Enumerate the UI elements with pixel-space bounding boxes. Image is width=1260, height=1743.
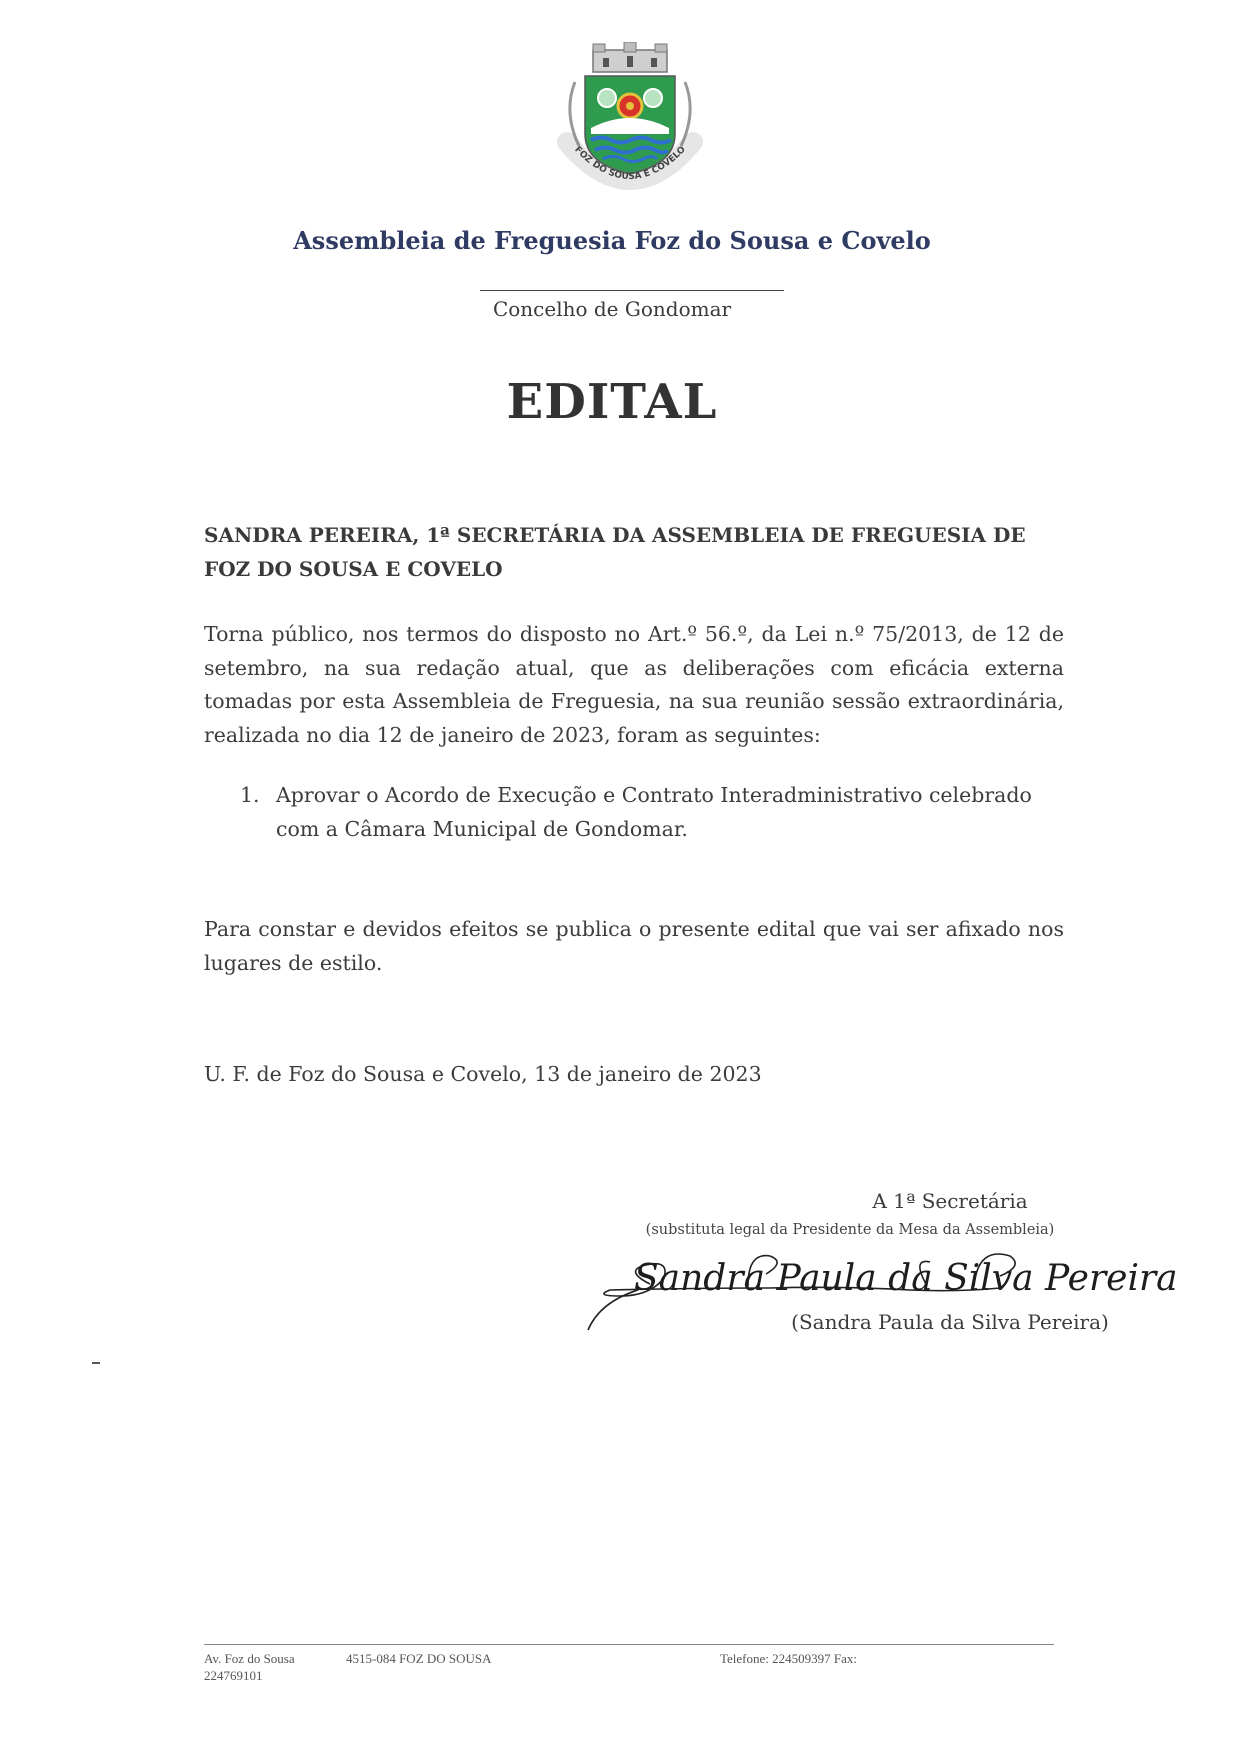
list-item-number: 1. <box>240 783 260 807</box>
crest-motto: FOZ DO SOUSA E COVELO <box>572 144 688 183</box>
footer-address: Av. Foz do Sousa <box>204 1651 295 1666</box>
mural-crown-icon <box>593 42 667 72</box>
handwritten-signature-text: Sandra Paula da Silva Pereira <box>634 1258 1178 1299</box>
footer-postal-code: 4515-084 FOZ DO SOUSA <box>346 1651 492 1666</box>
coat-of-arms-crest <box>545 42 715 210</box>
footer-divider <box>204 1644 1054 1645</box>
organization-subtitle: Concelho de Gondomar <box>492 297 732 321</box>
signer-title: A 1ª Secretária <box>872 1189 1028 1213</box>
footer-fax-number: 224769101 <box>204 1668 263 1683</box>
closing-paragraph: Para constar e devidos efeitos se publica o presente edital que vai ser afixado nos lugares de estilo. <box>204 917 1064 975</box>
signer-note: (substituta legal da Presidente da Mesa da Assembleia) <box>645 1222 1055 1238</box>
signatory-heading: SANDRA PEREIRA, 1ª SECRETÁRIA DA ASSEMBLEIA DE FREGUESIA DE FOZ DO SOUSA E COVELO <box>204 523 1026 581</box>
header-divider <box>480 290 784 291</box>
margin-mark <box>92 1362 100 1364</box>
list-item-text: Aprovar o Acordo de Execução e Contrato Interadministrativo celebrado com a Câmara Municipal de Gondomar. <box>276 783 1032 841</box>
footer-phone: Telefone: 224509397 Fax: <box>720 1651 858 1666</box>
signer-name: (Sandra Paula da Silva Pereira) <box>791 1310 1109 1334</box>
organization-title: Assembleia de Freguesia Foz do Sousa e Covelo <box>293 226 931 255</box>
place-and-date: U. F. de Foz do Sousa e Covelo, 13 de janeiro de 2023 <box>204 1062 762 1086</box>
document-title: EDITAL <box>506 374 718 430</box>
intro-paragraph: Torna público, nos termos do disposto no Art.º 56.º, da Lei n.º 75/2013, de 12 de setembro, na sua redação atual, que as deliberações com eficácia externa tomadas por esta Assembleia de Freguesia, na sua reunião sessão extraordinária, realizada no dia 12 de janeiro de 2023, foram as seguintes: <box>204 622 1064 747</box>
